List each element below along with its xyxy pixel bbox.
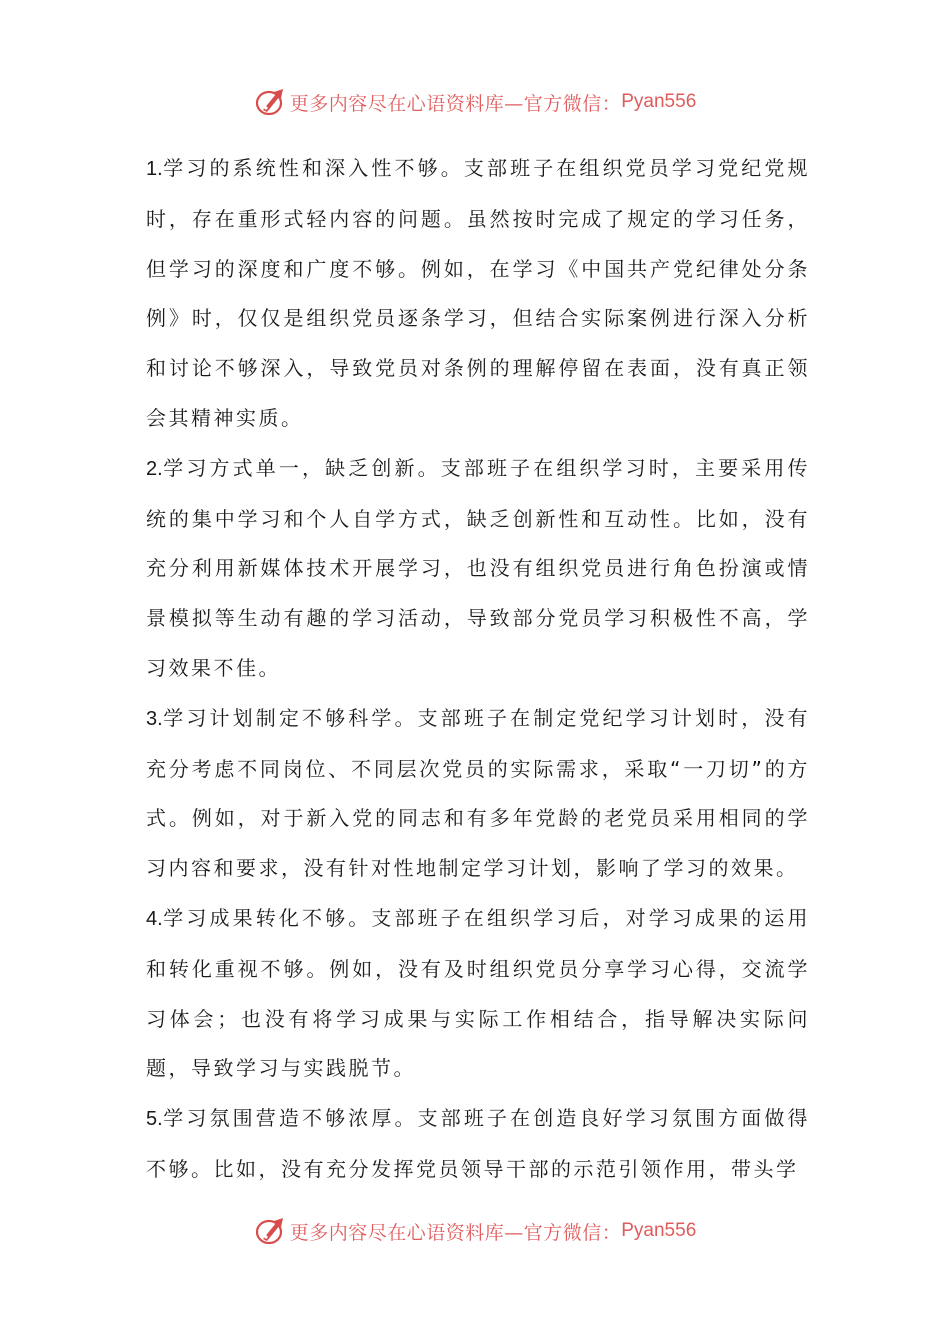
paragraph-text: 学习方式单一，缺乏创新。支部班子在组织学习时，主要采用传统的集中学习和个人自学方式，缺乏创新性和互动性。比如，没有充分利用新媒体技术开展学习，也没有组织党员进行角色扮演或情景模拟等生动有趣的学习活动，导致部分党员学习积极性不高，学习效果不佳。	[146, 455, 810, 680]
paragraph-number: 4.	[146, 907, 163, 930]
watermark-wechat-id: Pyan556	[621, 1220, 697, 1241]
paragraph-text: 学习成果转化不够。支部班子在组织学习后，对学习成果的运用和转化重视不够。例如，没有及时组织党员分享学习心得，交流学习体会；也没有将学习成果与实际工作相结合，指导解决实际问题，导致学习与实践脱节。	[146, 905, 810, 1081]
paragraph-number: 5.	[146, 1108, 163, 1131]
pen-nib-logo-icon	[254, 86, 286, 118]
paragraph-text: 学习计划制定不够科学。支部班子在制定党纪学习计划时，没有充分考虑不同岗位、不同层次党员的实际需求，采取“一刀切”的方式。例如，对于新入党的同志和有多年党龄的老党员采用相同的学习内容和要求，没有针对性地制定学习计划，影响了学习的效果。	[146, 705, 810, 881]
paragraph-number: 1.	[146, 158, 163, 180]
paragraph-2	[146, 444, 810, 694]
footer-watermark-banner	[0, 1211, 950, 1251]
header-watermark-banner	[0, 82, 950, 122]
watermark-text: 更多内容尽在心语资料库—官方微信：	[289, 1221, 622, 1244]
paragraph-5	[146, 1094, 810, 1195]
watermark-text: 更多内容尽在心语资料库—官方微信：	[289, 92, 622, 115]
watermark-wechat-id: Pyan556	[621, 91, 697, 112]
paragraph-text: 学习氛围营造不够浓厚。支部班子在创造良好学习氛围方面做得不够。比如，没有充分发挥党员领导干部的示范引领作用，带头学	[146, 1106, 810, 1181]
paragraph-text: 学习的系统性和深入性不够。支部班子在组织党员学习党纪党规时，存在重形式轻内容的问题。虽然按时完成了规定的学习任务，但学习的深度和广度不够。例如，在学习《中国共产党纪律处分条例》时，仅仅是组织党员逐条学习，但结合实际案例进行深入分析和讨论不够深入，导致党员对条例的理解停留在表面，没有真正领会其精神实质。	[146, 156, 810, 430]
paragraph-number: 3.	[146, 707, 163, 730]
pen-nib-logo-icon	[254, 1215, 286, 1247]
paragraph-number: 2.	[146, 457, 163, 480]
paragraph-4	[146, 894, 810, 1094]
paragraph-1	[146, 144, 810, 444]
document-body	[146, 144, 810, 1195]
paragraph-3	[146, 694, 810, 894]
